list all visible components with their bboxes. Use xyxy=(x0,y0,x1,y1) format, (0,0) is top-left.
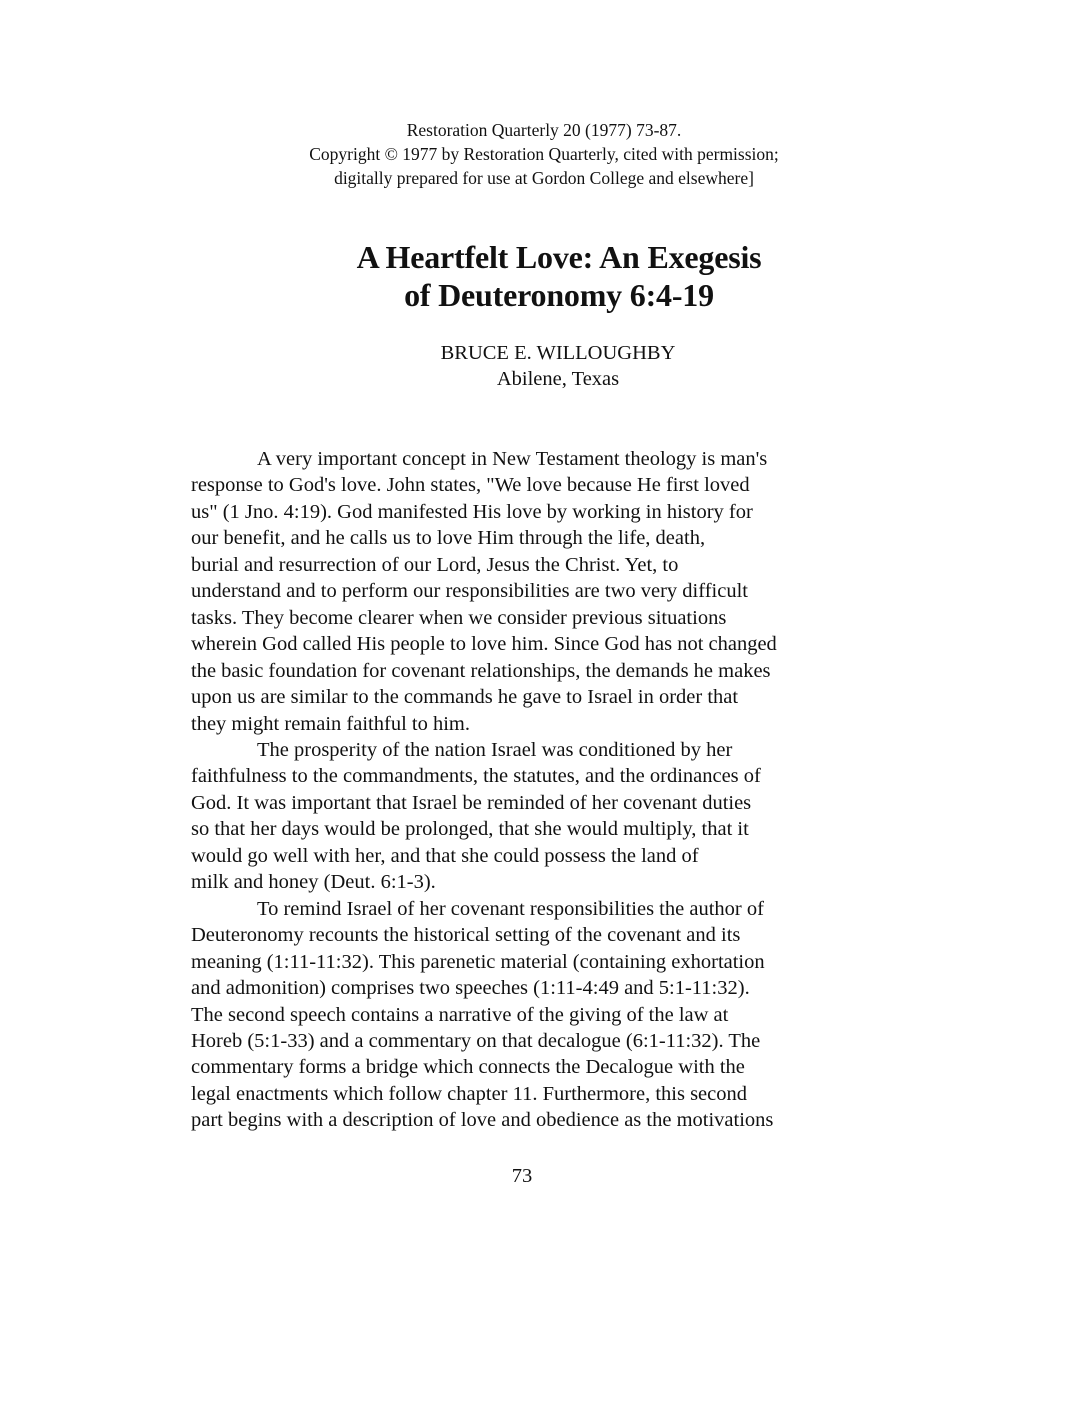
text-line: milk and honey (Deut. 6:1-3). xyxy=(191,871,436,894)
text-line: tasks. They become clearer when we consider previous situations xyxy=(191,606,727,629)
author-name: BRUCE E. WILLOUGHBY xyxy=(440,342,676,364)
text-line: part begins with a description of love and obedience as the motivations xyxy=(191,1109,774,1132)
author-location: Abilene, Texas xyxy=(496,368,620,390)
text-line: Deuteronomy recounts the historical setting of the covenant and its xyxy=(191,924,741,947)
text-line: our benefit, and he calls us to love Him through the life, death, xyxy=(191,527,706,550)
author-block xyxy=(0,340,1088,392)
copyright-notice: Copyright © 1977 by Restoration Quarterly, cited with permission; xyxy=(309,144,779,164)
citation-header xyxy=(0,118,1088,190)
text-line: the basic foundation for covenant relationships, the demands he makes xyxy=(191,659,771,682)
text-line: The second speech contains a narrative of the giving of the law at xyxy=(191,1003,729,1026)
title-line-1: A Heartfelt Love: An Exegesis xyxy=(356,239,762,275)
text-line: response to God's love. John states, "We love because He first loved xyxy=(191,474,750,497)
text-line: God. It was important that Israel be reminded of her covenant duties xyxy=(191,791,752,814)
text-line: they might remain faithful to him. xyxy=(191,712,470,735)
text-line: wherein God called His people to love him. Since God has not changed xyxy=(191,633,777,656)
text-line: would go well with her, and that she could possess the land of xyxy=(191,844,699,867)
text-line: understand and to perform our responsibilities are two very difficult xyxy=(191,580,748,603)
text-line: faithfulness to the commandments, the statutes, and the ordinances of xyxy=(191,765,761,788)
text-line: legal enactments which follow chapter 11. Furthermore, this second xyxy=(191,1082,747,1105)
text-line: upon us are similar to the commands he gave to Israel in order that xyxy=(191,686,739,709)
text-line: burial and resurrection of our Lord, Jesus the Christ. Yet, to xyxy=(191,553,679,576)
preparation-note: digitally prepared for use at Gordon College and elsewhere] xyxy=(334,168,754,188)
text-line: and admonition) comprises two speeches (1:11-4:49 and 5:1-11:32). xyxy=(191,977,750,1000)
text-line: so that her days would be prolonged, that she would multiply, that it xyxy=(191,818,749,841)
text-line: Horeb (5:1-33) and a commentary on that decalogue (6:1-11:32). The xyxy=(191,1029,761,1052)
text-line: commentary forms a bridge which connects the Decalogue with the xyxy=(191,1056,745,1079)
text-line: To remind Israel of her covenant responsibilities the author of xyxy=(257,897,764,920)
text-line: A very important concept in New Testament theology is man's xyxy=(257,448,768,470)
journal-citation: Restoration Quarterly 20 (1977) 73-87. xyxy=(406,120,682,140)
article-title xyxy=(0,238,1088,314)
title-line-2: of Deuteronomy 6:4-19 xyxy=(404,277,714,313)
text-line: The prosperity of the nation Israel was conditioned by her xyxy=(257,738,733,761)
text-line: us" (1 Jno. 4:19). God manifested His love by working in history for xyxy=(191,500,753,523)
text-line: meaning (1:11-11:32). This parenetic material (containing exhortation xyxy=(191,950,765,973)
article-body xyxy=(191,446,863,1134)
page-number: 73 xyxy=(511,1165,533,1187)
